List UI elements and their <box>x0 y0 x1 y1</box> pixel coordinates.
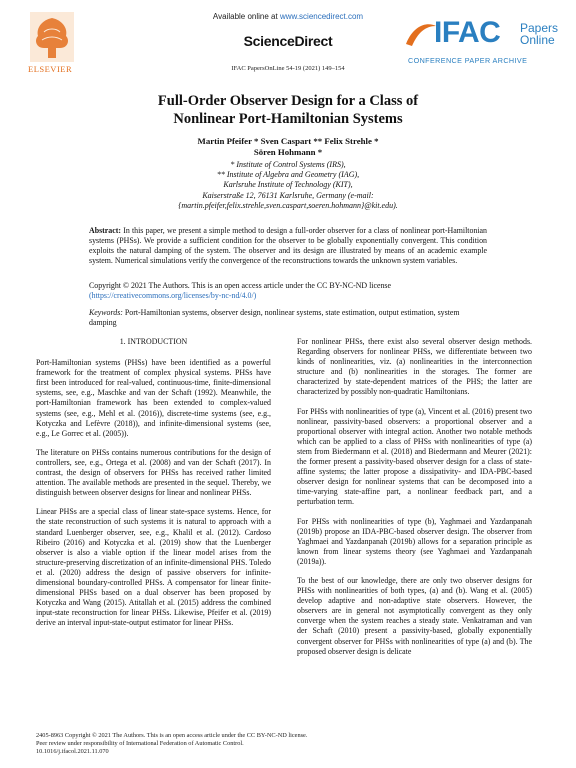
body-paragraph: For PHSs with nonlinearities of type (b), Yaghmaei and Yazdanpanah (2019b) propose an IDA-PBC-based observer design. The observer from Yaghmaei and Yazdanpanah (2019b) allows for a separation principle as known from linear systems theory (see Yaghmaei and Yazdanpanah (2019a)). <box>297 516 532 566</box>
affiliation-line: Karlsruhe Institute of Technology (KIT), <box>223 180 353 190</box>
affiliation-line: * Institute of Control Systems (IRS), <box>230 160 346 169</box>
footer-peer-review: Peer review under responsibility of International Federation of Automatic Control. <box>36 740 244 747</box>
available-prefix: Available online at <box>212 12 280 21</box>
ifac-wordmark: IFAC <box>434 16 501 49</box>
ifac-archive-label: CONFERENCE PAPER ARCHIVE <box>408 56 528 65</box>
authors-line-1: Martin Pfeifer * Sven Caspart ** Felix Strehle * <box>197 136 379 146</box>
abstract-label: Abstract: <box>89 226 121 235</box>
affiliation-emails[interactable]: {martin.pfeifer,felix.strehle,sven.caspart,soeren.hohmann}@kit.edu). <box>178 200 398 210</box>
copyright-text: Copyright © 2021 The Authors. This is an open access article under the CC BY-NC-ND license <box>89 281 391 290</box>
body-paragraph: Port-Hamiltonian systems (PHSs) have been identified as a powerful framework for the treatment of complex physical systems. PHSs have first been introduced for real-valued, continuous-time, finite-dimensional systems, see, e.g., Maschke and van der Schaft (1992). Meanwhile, the port-Hamiltonian framework has been extended to complex-valued systems (see, e.g., Mehl et al. (2016)), discrete-time systems (see, e.g., Kotyczka and Lefèvre (2018)), and infinite-dimensional systems (see, e.g., Le Gorrec et al. (2005)). <box>36 358 271 438</box>
left-column <box>36 337 271 637</box>
paper-title <box>0 92 576 128</box>
author-list <box>0 136 576 158</box>
keywords-text: Port-Hamiltonian systems, observer design, nonlinear systems, state estimation, output estimation, system damping <box>89 308 460 328</box>
body-paragraph: To the best of our knowledge, there are only two observer designs for PHSs with nonlinearities of both types, (a) and (b). Wang et al. (2005) develop adaptive and non-adaptive state observers. However, the observers are in general not asymptotically convergent as they only converge when the system reaches a steady state. Venkatraman and van der Schaft (2010) present a passivity-based, globally exponentially convergent observer for PHSs with nonlinearities of type (a) and (b). The proposed observer design is delicate <box>297 575 532 656</box>
right-column <box>297 337 532 666</box>
footer-copyright: 2405-8963 Copyright © 2021 The Authors. This is an open access article under the CC BY-NC-ND license. <box>36 732 308 739</box>
affiliations <box>0 160 576 211</box>
body-paragraph: For nonlinear PHSs, there exist also several observer design methods. Regarding observers for nonlinear PHSs, we differentiate between two kinds of nonlinearities, viz. (a) nonlinearities in the interconnection structure and (b) nonlinearities in the storages. The former are characterized by state-dependent matrices of the PHS; the latter are characterized by possibly non-quadratic Hamiltonians. <box>297 337 532 397</box>
journal-reference: IFAC PapersOnLine 54-19 (2021) 149–154 <box>231 65 345 72</box>
affiliation-line: ** Institute of Algebra and Geometry (IAG), <box>216 170 360 180</box>
abstract-text: In this paper, we present a simple method to design a full-order observer for a class of nonlinear port-Hamiltonian systems (PHSs). We provide a sufficient condition for the observer to be globally exponentially convergent. This condition exploits the natural damping of the system. The observer and its design are illustrated by means of an academic example system. Numerical simulations verify the convergence of the reconstructions towards the unknown system variables. <box>89 226 487 266</box>
page-footer <box>36 732 540 756</box>
body-paragraph: For PHSs with nonlinearities of type (a), Vincent et al. (2016) present two nonlinear, passivity-based observers: a proportional observer and a proportional observer with integral action. Another two notable methods which can be applied to a class of PHSs with nonlinearities of type (a) stem from Biedermann et al. (2018) and Biedermann and Meurer (2021): the former present a passivity-based observer design for a class of state-affine systems; the latter propose a dissipativity- and IDA-PBC-based observer design for nonlinear systems that can be decomposed into a time-varying state-affine part, a nonlinear feedback part, and a perturbation term. <box>297 406 532 507</box>
copyright-notice <box>89 281 487 301</box>
footer-doi[interactable]: 10.1016/j.ifacol.2021.11.070 <box>36 748 109 755</box>
affiliation-line: Kaiserstraße 12, 76131 Karlsruhe, Germany (e-mail: <box>202 190 374 200</box>
sciencedirect-link[interactable]: www.sciencedirect.com <box>279 12 364 21</box>
sciencedirect-brand: ScienceDirect <box>243 33 333 49</box>
abstract <box>89 226 487 266</box>
ifac-papers-label: Papers <box>520 21 559 35</box>
title-line-1: Full-Order Observer Design for a Class of <box>157 93 419 109</box>
license-link[interactable]: (https://creativecommons.org/licenses/by-nc-nd/4.0/) <box>89 291 257 301</box>
keywords-label: Keywords: <box>89 308 123 317</box>
authors-line-2: Sören Hohmann * <box>253 147 323 157</box>
title-line-2: Nonlinear Port-Hamiltonian Systems <box>173 111 403 127</box>
body-paragraph: Linear PHSs are a special class of linear state-space systems. Hence, for the state reconstruction of such systems it is natural to approach with a standard Luenberger observer, see, e.g., Khalil et al. (2012). Cardoso Ribeiro (2016) and Kotyczka et al. (2019) show that the Luenberger observer is also a viable option if the linear model arises from the structure-preserving discretization of an infinite-dimensional PHS. Toledo et al. (2020) address the design of passive observers for infinite-dimensional boundary-controlled PHSs. A compensator for linear finite-dimensional PHSs based on a dual observer has been proposed by Kotyczka and Wang (2015). Atitallah et al. (2015) address the combined input-state reconstruction for linear PHSs. Likewise, Pfeifer et al. (2019) derive an interval input-state-output estimator for linear PHSs. <box>36 507 271 628</box>
page-header <box>0 0 576 80</box>
ifac-logo <box>404 16 564 70</box>
elsevier-wordmark: ELSEVIER <box>28 64 73 74</box>
section-heading: 1. INTRODUCTION <box>119 337 188 346</box>
keywords <box>89 308 487 328</box>
body-paragraph: The literature on PHSs contains numerous contributions for the design of controllers, see, e.g., Ortega et al. (2008) and van der Schaft (2017). In contrast, the design of observers for PHSs has received rather limited attention. The available methods are presented in the sequel. Thereby, we distinguish between observer designs for linear and nonlinear PHSs. <box>36 447 271 498</box>
ifac-online-label: Online <box>520 33 555 47</box>
